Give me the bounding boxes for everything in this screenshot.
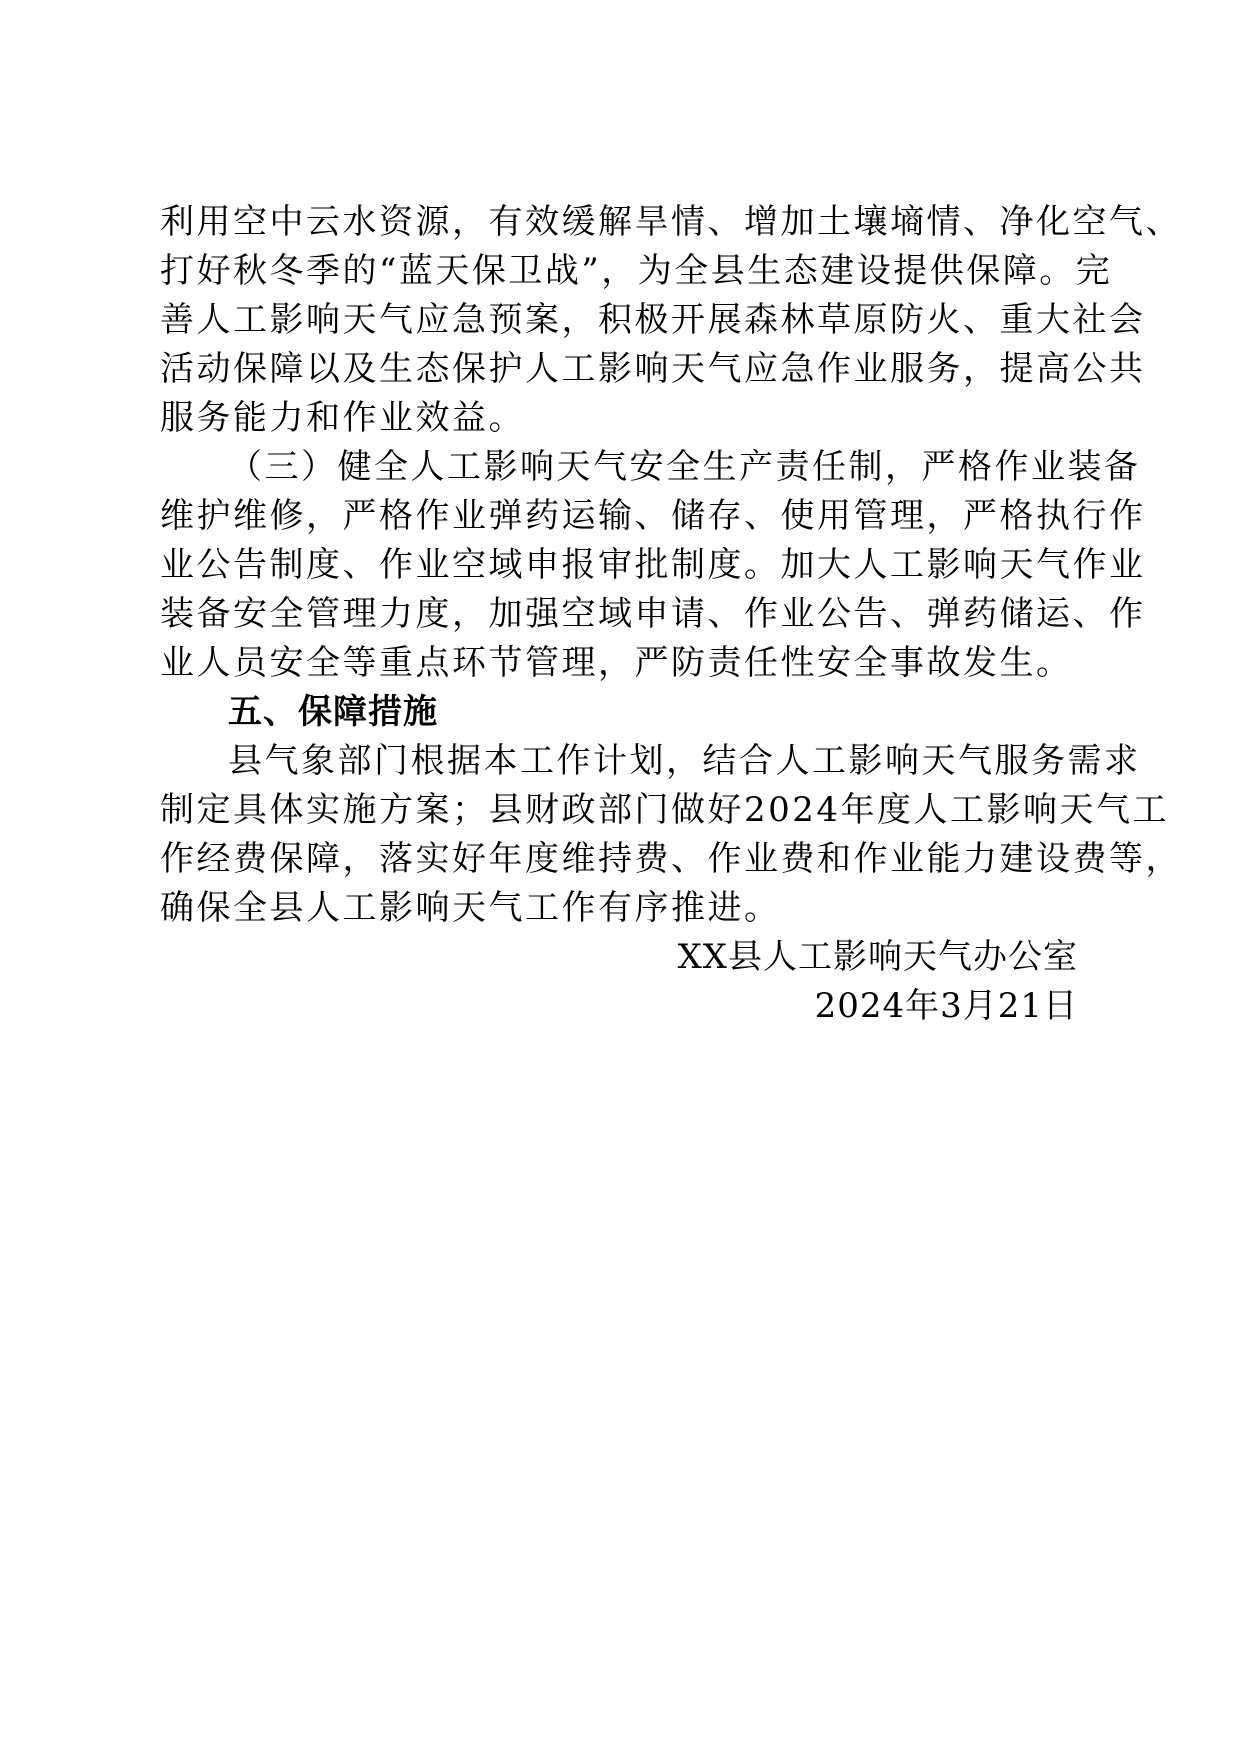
section-heading: 五、保障措施	[228, 692, 438, 732]
text-line: 利用空中云水资源，有效缓解旱情、增加土壤墒情、净化空气、	[160, 202, 1182, 242]
text-line: 维护维修，严格作业弹药运输、储存、使用管理，严格执行作	[160, 496, 1146, 536]
signature-date: 2024年3月21日	[814, 986, 1078, 1026]
text-line: 作经费保障，落实好年度维持费、作业费和作业能力建设费等，	[160, 839, 1182, 879]
text-line: 善人工影响天气应急预案，积极开展森林草原防火、重大社会	[160, 300, 1146, 340]
text-line: 确保全县人工影响天气工作有序推进。	[160, 888, 781, 928]
text-line: 活动保障以及生态保护人工影响天气应急作业服务，提高公共	[160, 349, 1146, 389]
paragraph-measures	[160, 737, 1182, 933]
text-line: 县气象部门根据本工作计划，结合人工影响天气服务需求	[228, 741, 1141, 781]
text-line: 业人员安全等重点环节管理，严防责任性安全事故发生。	[160, 643, 1073, 683]
paragraph-safety	[160, 443, 1146, 688]
document-body	[160, 198, 1182, 1031]
text-line: 服务能力和作业效益。	[160, 398, 525, 438]
paragraph-ecology	[160, 198, 1182, 443]
text-line: 制定具体实施方案；县财政部门做好2024年度人工影响天气工	[160, 790, 1170, 830]
text-line: 业公告制度、作业空域申报审批制度。加大人工影响天气作业	[160, 545, 1146, 585]
text-line: 打好秋冬季的“蓝天保卫战”，为全县生态建设提供保障。完	[160, 251, 1113, 291]
text-line: 装备安全管理力度，加强空域申请、作业公告、弹药储运、作	[160, 594, 1146, 634]
signature-office: XX县人工影响天气办公室	[677, 937, 1078, 977]
text-line: （三）健全人工影响天气安全生产责任制，严格作业装备	[228, 447, 1141, 487]
